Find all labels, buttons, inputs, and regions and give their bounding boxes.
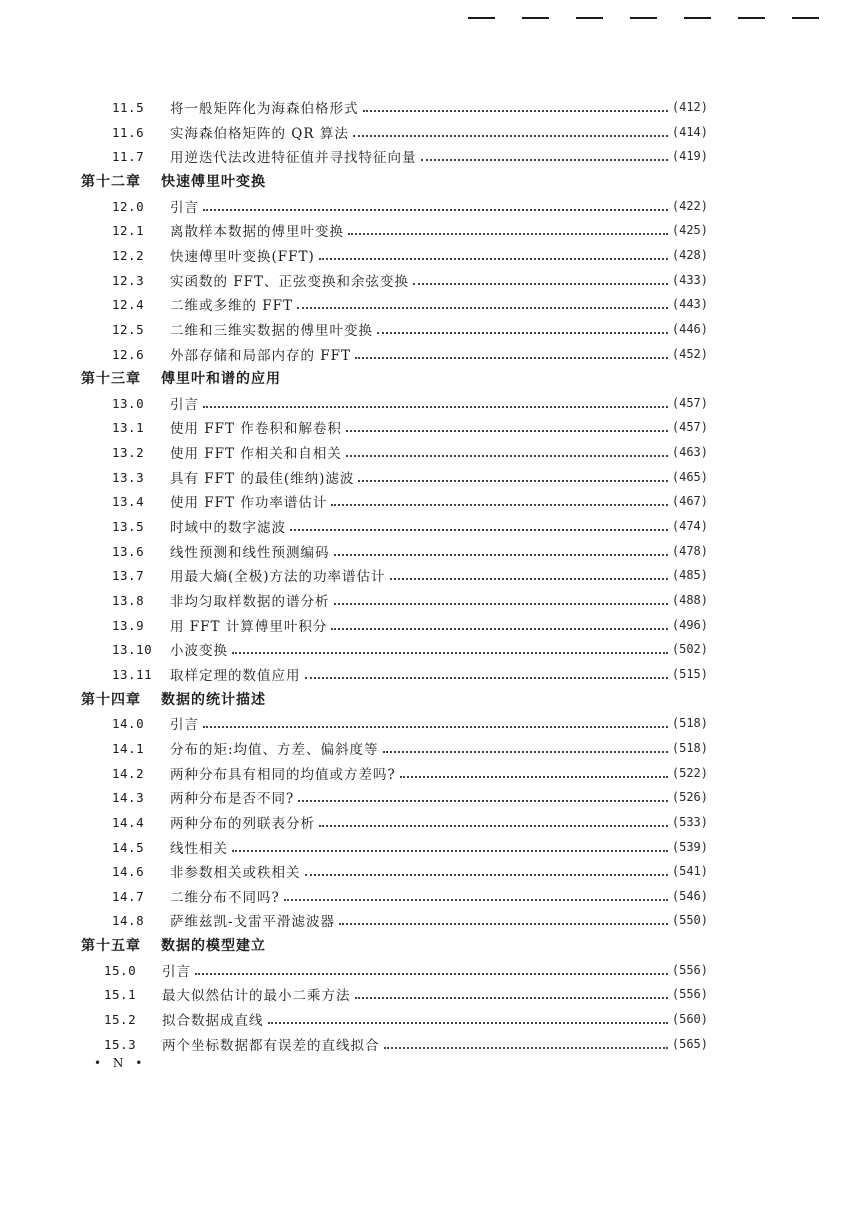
page-number: (457) [671, 396, 708, 410]
dot-leader [297, 306, 668, 309]
toc-entry [112, 244, 708, 266]
toc-entry [112, 786, 708, 808]
section-title: 离散样本数据的傅里叶变换 [170, 224, 344, 240]
toc-entry [112, 712, 708, 734]
section-number: 14.5 [112, 839, 145, 855]
section-number: 15.0 [104, 962, 137, 978]
section-title: 最大似然估计的最小二乘方法 [162, 988, 351, 1004]
section-number: 13.1 [112, 419, 145, 435]
chapter-title: 傅里叶和谱的应用 [161, 371, 281, 387]
header-dash [630, 17, 657, 19]
section-number: 14.8 [112, 912, 145, 928]
section-number: 13.4 [112, 493, 145, 509]
dot-leader [353, 134, 668, 137]
dot-leader [363, 109, 668, 112]
page-number: (533) [671, 815, 708, 829]
page-number: (414) [671, 125, 708, 139]
page-number: (443) [671, 297, 708, 311]
toc-entry [112, 121, 708, 143]
toc-entry [112, 589, 708, 611]
section-title: 非参数相关或秩相关 [170, 865, 301, 881]
toc-entry [112, 441, 708, 463]
section-title: 实函数的 FFT、正弦变换和余弦变换 [170, 274, 410, 290]
section-number: 12.6 [112, 346, 145, 362]
dot-leader [413, 282, 668, 285]
page-number: (556) [671, 963, 708, 977]
toc-entry [112, 614, 708, 636]
toc-entry [112, 811, 708, 833]
section-title: 用 FFT 计算傅里叶积分 [170, 619, 328, 635]
section-title: 具有 FFT 的最佳(维纳)滤波 [170, 471, 355, 487]
section-number: 12.3 [112, 272, 145, 288]
toc-entry [112, 392, 708, 414]
toc-entry [104, 959, 708, 981]
dot-leader [339, 922, 668, 925]
toc-entry [112, 145, 708, 167]
toc-entry [112, 663, 708, 685]
section-title: 实海森伯格矩阵的 QR 算法 [170, 126, 349, 142]
section-number: 12.4 [112, 296, 145, 312]
section-title: 小波变换 [170, 643, 228, 659]
page-number: (539) [671, 840, 708, 854]
toc-entry [112, 318, 708, 340]
section-title: 线性相关 [170, 841, 228, 857]
page-number: (541) [671, 864, 708, 878]
dot-leader [377, 331, 668, 334]
section-number: 14.4 [112, 814, 145, 830]
section-number: 13.11 [112, 666, 153, 682]
dot-leader [319, 824, 668, 827]
section-number: 12.2 [112, 247, 145, 263]
page-number: (463) [671, 445, 708, 459]
page-number: (522) [671, 766, 708, 780]
section-title: 引言 [170, 717, 199, 733]
section-number: 11.6 [112, 124, 145, 140]
section-title: 拟合数据成直线 [162, 1013, 264, 1029]
toc-entry [112, 96, 708, 118]
toc-entry [104, 1008, 708, 1030]
dot-leader [383, 750, 668, 753]
dot-leader [355, 996, 668, 999]
dot-leader [232, 651, 668, 654]
toc-entry [112, 762, 708, 784]
toc-entry [112, 219, 708, 241]
section-number: 13.3 [112, 469, 145, 485]
section-title: 时域中的数字滤波 [170, 520, 286, 536]
section-title: 使用 FFT 作卷积和解卷积 [170, 421, 342, 437]
chapter-label: 第十五章 [81, 938, 141, 954]
header-dash [792, 17, 819, 19]
chapter-heading [81, 934, 266, 956]
toc-entry [104, 983, 708, 1005]
section-number: 11.5 [112, 99, 145, 115]
section-number: 14.1 [112, 740, 145, 756]
page-number: (560) [671, 1012, 708, 1026]
section-number: 14.3 [112, 789, 145, 805]
dot-leader [232, 849, 668, 852]
header-dash [576, 17, 603, 19]
dot-leader [331, 503, 668, 506]
dot-leader [268, 1021, 668, 1024]
section-title: 用逆迭代法改进特征值并寻找特征向量 [170, 150, 417, 166]
dot-leader [203, 405, 668, 408]
dot-leader [421, 158, 668, 161]
toc-entry [112, 860, 708, 882]
section-number: 13.6 [112, 543, 145, 559]
dot-leader [355, 356, 668, 359]
dot-leader [384, 1046, 668, 1049]
toc-entry [112, 195, 708, 217]
toc-entry [112, 416, 708, 438]
dot-leader [305, 676, 668, 679]
toc-entry [112, 293, 708, 315]
page-marker: • N • [94, 1056, 147, 1070]
section-number: 12.0 [112, 198, 145, 214]
toc-entry [112, 564, 708, 586]
section-number: 14.7 [112, 888, 145, 904]
toc-entry [112, 737, 708, 759]
dot-leader [290, 528, 668, 531]
page-number: (546) [671, 889, 708, 903]
page-number: (515) [671, 667, 708, 681]
chapter-label: 第十二章 [81, 174, 141, 190]
toc-entry [112, 343, 708, 365]
dot-leader [390, 577, 668, 580]
toc-entry [112, 515, 708, 537]
chapter-label: 第十三章 [81, 371, 141, 387]
page-number: (465) [671, 470, 708, 484]
header-dash [684, 17, 711, 19]
section-title: 用最大熵(全极)方法的功率谱估计 [170, 569, 386, 585]
dot-leader [334, 553, 668, 556]
section-number: 14.6 [112, 863, 145, 879]
dot-leader [331, 627, 668, 630]
dot-leader [319, 257, 668, 260]
chapter-heading [81, 688, 266, 710]
section-number: 13.9 [112, 617, 145, 633]
section-number: 13.10 [112, 641, 153, 657]
page-number: (550) [671, 913, 708, 927]
section-title: 引言 [170, 397, 199, 413]
page-number: (488) [671, 593, 708, 607]
section-number: 15.2 [104, 1011, 137, 1027]
dot-leader [346, 429, 668, 432]
dot-leader [358, 479, 668, 482]
page-number: (556) [671, 987, 708, 1001]
dot-leader [203, 208, 668, 211]
page-number: (518) [671, 716, 708, 730]
chapter-label: 第十四章 [81, 692, 141, 708]
page-number: (425) [671, 223, 708, 237]
chapter-title: 数据的统计描述 [161, 692, 266, 708]
page-number: (412) [671, 100, 708, 114]
chapter-title: 数据的模型建立 [161, 938, 266, 954]
section-number: 12.5 [112, 321, 145, 337]
page-number: (422) [671, 199, 708, 213]
chapter-title: 快速傅里叶变换 [161, 174, 266, 190]
section-title: 二维分布不同吗? [170, 890, 280, 906]
dot-leader [284, 898, 668, 901]
section-title: 取样定理的数值应用 [170, 668, 301, 684]
section-number: 15.1 [104, 986, 137, 1002]
page-number: (452) [671, 347, 708, 361]
section-number: 11.7 [112, 148, 145, 164]
section-number: 13.5 [112, 518, 145, 534]
section-number: 12.1 [112, 222, 145, 238]
section-title: 引言 [170, 200, 199, 216]
toc-entry [112, 490, 708, 512]
dot-leader [195, 972, 668, 975]
section-title: 分布的矩:均值、方差、偏斜度等 [170, 742, 379, 758]
section-title: 两种分布具有相同的均值或方差吗? [170, 767, 396, 783]
section-number: 14.2 [112, 765, 145, 781]
dot-leader [298, 799, 668, 802]
chapter-heading [81, 367, 281, 389]
toc-entry [112, 638, 708, 660]
section-title: 两种分布的列联表分析 [170, 816, 315, 832]
dot-leader [348, 232, 668, 235]
header-dash [738, 17, 765, 19]
section-title: 两种分布是否不同? [170, 791, 295, 807]
chapter-heading [81, 170, 266, 192]
page-number: (433) [671, 273, 708, 287]
section-title: 将一般矩阵化为海森伯格形式 [170, 101, 359, 117]
section-title: 萨维兹凯-戈雷平滑滤波器 [170, 914, 336, 930]
page-number: (496) [671, 618, 708, 632]
toc-entry [112, 885, 708, 907]
page-number: (565) [671, 1037, 708, 1051]
page-number: (518) [671, 741, 708, 755]
toc-entry [112, 540, 708, 562]
page-number: (457) [671, 420, 708, 434]
dot-leader [400, 775, 668, 778]
section-title: 快速傅里叶变换(FFT) [170, 249, 315, 265]
section-title: 使用 FFT 作相关和自相关 [170, 446, 342, 462]
page-number: (485) [671, 568, 708, 582]
section-title: 两个坐标数据都有误差的直线拟合 [162, 1038, 380, 1054]
section-number: 15.3 [104, 1036, 137, 1052]
section-title: 使用 FFT 作功率谱估计 [170, 495, 328, 511]
page-number: (467) [671, 494, 708, 508]
page-number: (446) [671, 322, 708, 336]
dot-leader [334, 602, 668, 605]
section-title: 引言 [162, 964, 191, 980]
page-number: (526) [671, 790, 708, 804]
page-number: (419) [671, 149, 708, 163]
toc-entry [112, 836, 708, 858]
dot-leader [305, 873, 668, 876]
section-title: 线性预测和线性预测编码 [170, 545, 330, 561]
toc-entry [112, 269, 708, 291]
dot-leader [346, 454, 668, 457]
toc-entry [112, 466, 708, 488]
page-number: (502) [671, 642, 708, 656]
header-rule [468, 17, 819, 19]
section-number: 13.2 [112, 444, 145, 460]
section-title: 非均匀取样数据的谱分析 [170, 594, 330, 610]
toc-entry [104, 1033, 708, 1055]
page-number: (474) [671, 519, 708, 533]
section-title: 外部存储和局部内存的 FFT [170, 348, 352, 364]
dot-leader [203, 725, 668, 728]
section-title: 二维和三维实数据的傅里叶变换 [170, 323, 373, 339]
page-number: (428) [671, 248, 708, 262]
section-number: 13.8 [112, 592, 145, 608]
section-number: 13.7 [112, 567, 145, 583]
header-dash [522, 17, 549, 19]
section-number: 13.0 [112, 395, 145, 411]
page-number: (478) [671, 544, 708, 558]
section-title: 二维或多维的 FFT [170, 298, 294, 314]
toc-entry [112, 909, 708, 931]
header-dash [468, 17, 495, 19]
section-number: 14.0 [112, 715, 145, 731]
